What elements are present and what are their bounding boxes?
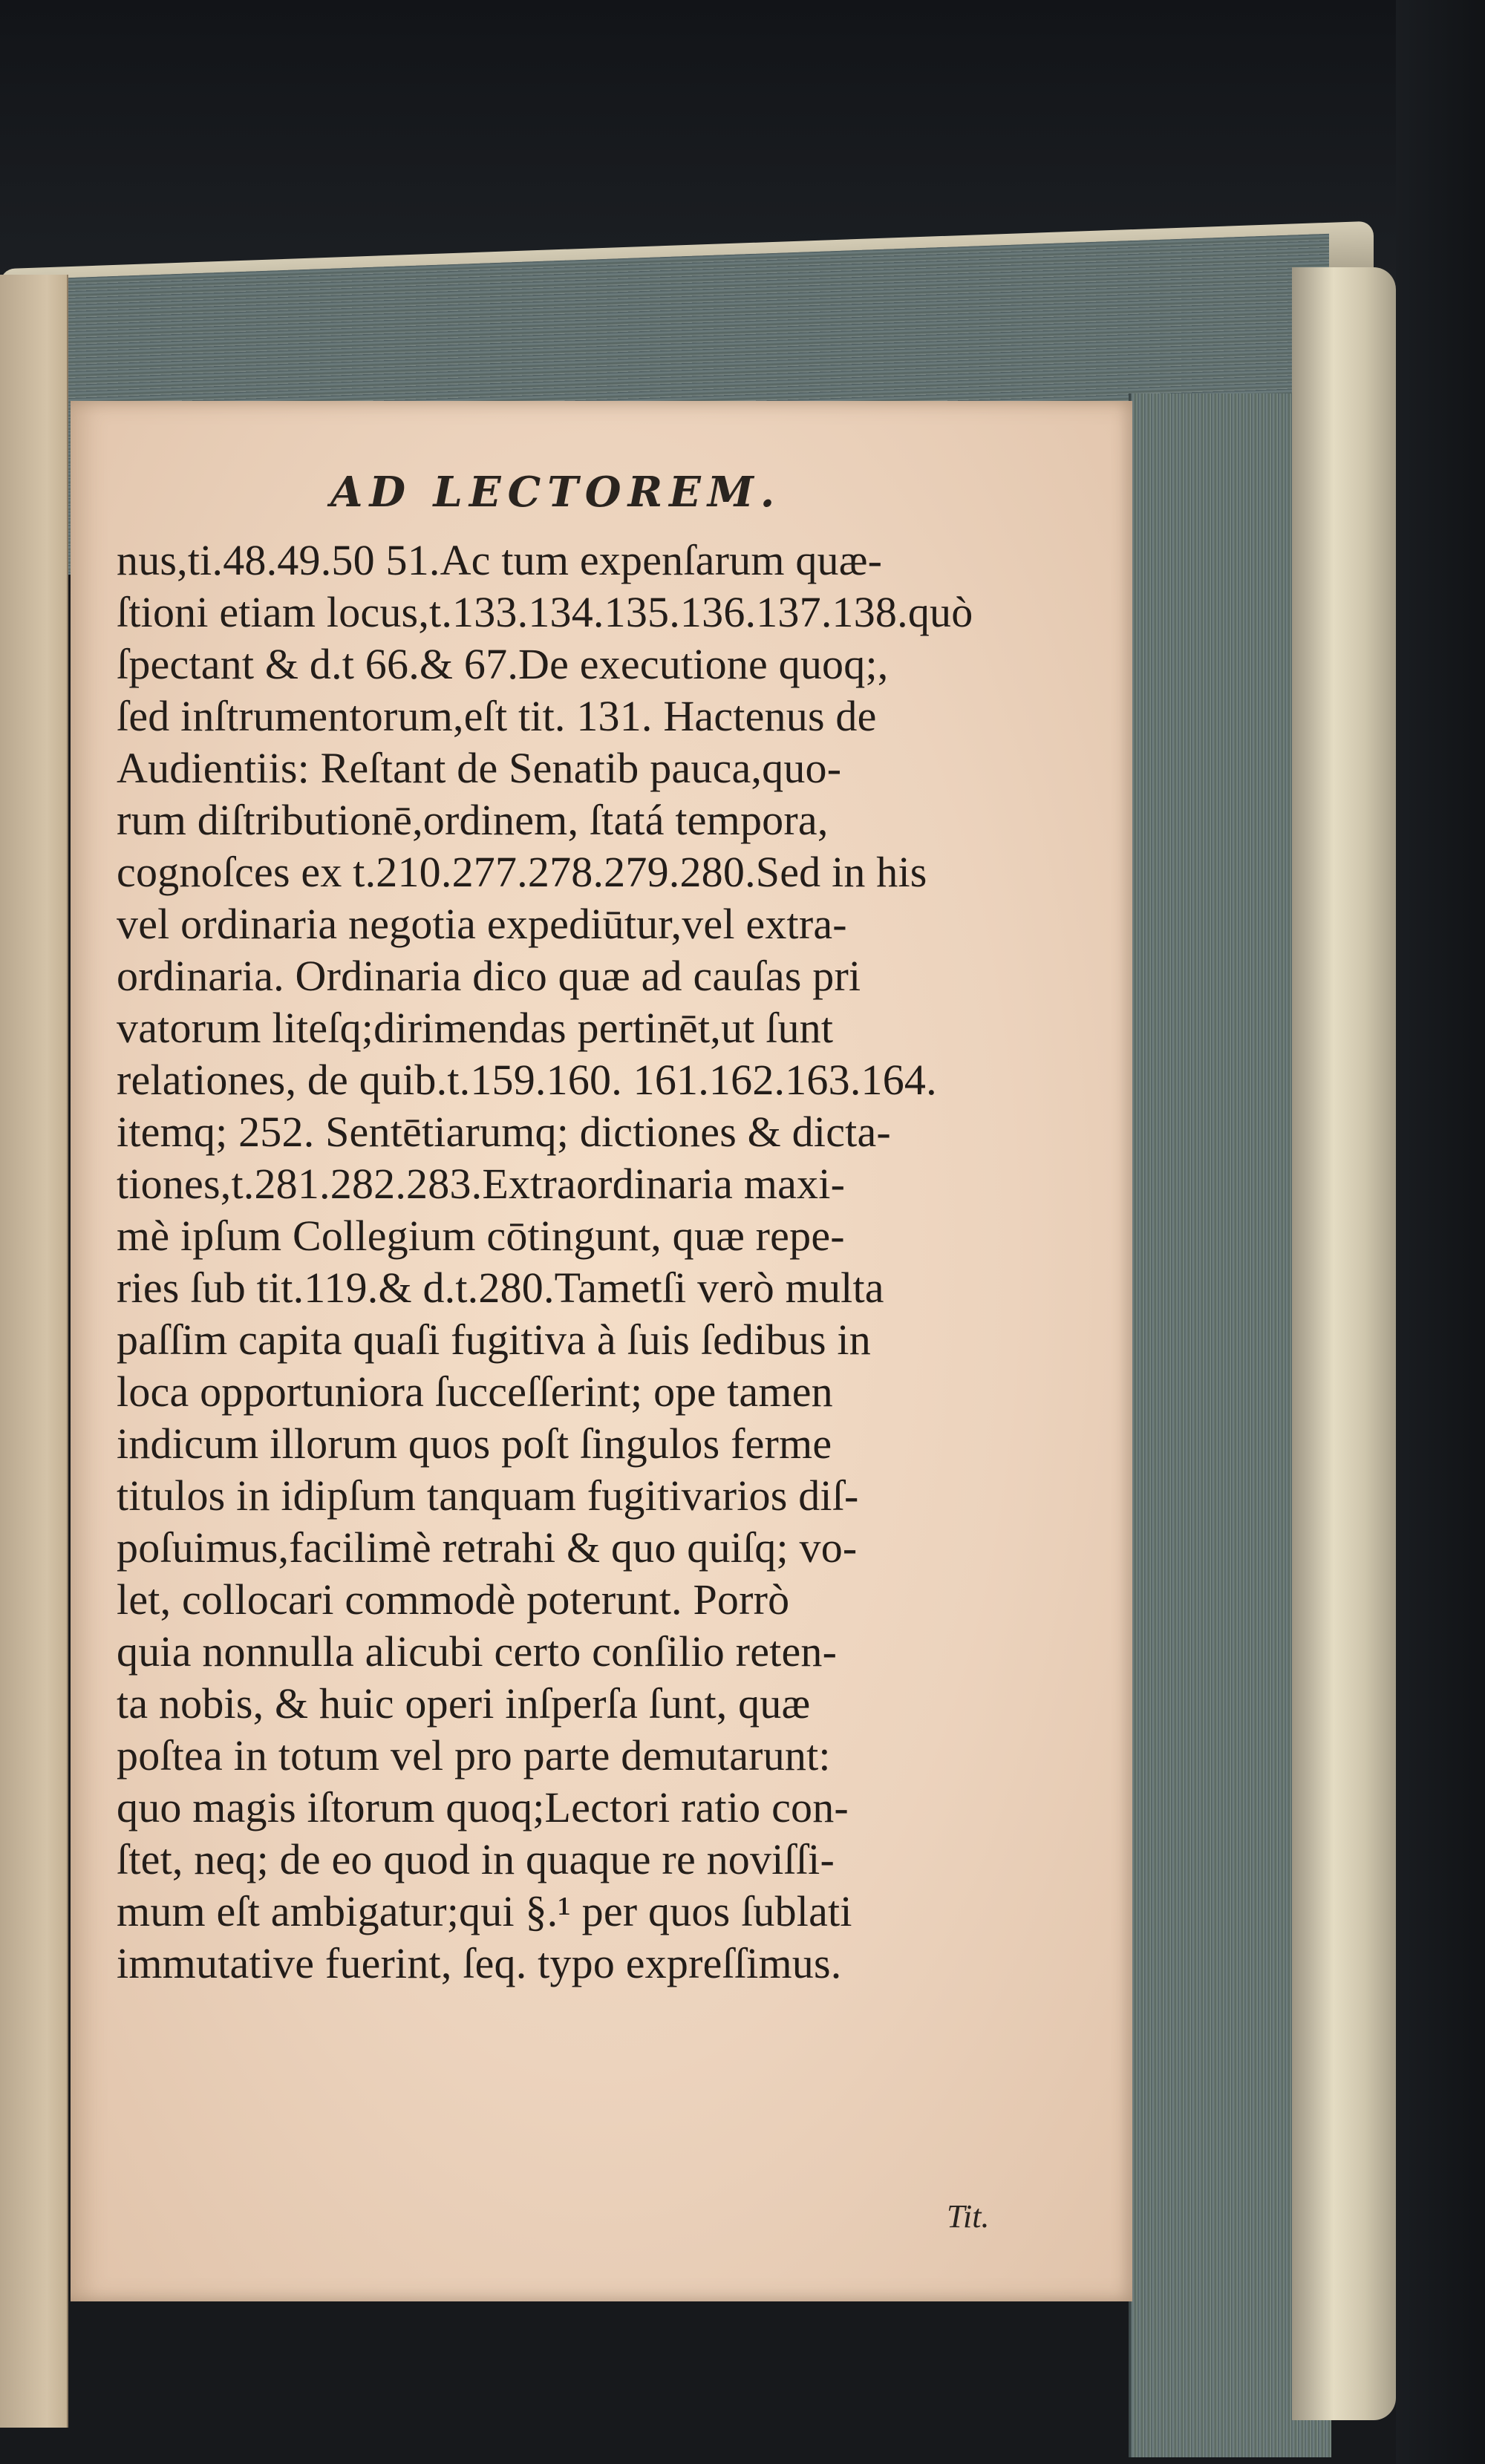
text-block	[117, 535, 1097, 1990]
catchword: Tit.	[947, 2198, 990, 2235]
text-line: cognoſces ex t.210.277.278.279.280.Sed in his	[117, 848, 927, 896]
text-line: let, collocari commodè poterunt. Porrò	[117, 1575, 790, 1624]
text-line: tiones,t.281.282.283.Extraordinaria maxi-	[117, 1160, 846, 1208]
text-line: ordinaria. Ordinaria dico quæ ad cauſas pri	[117, 952, 861, 1000]
text-line: loca opportuniora ſucceſſerint; ope tamen	[117, 1367, 833, 1416]
dark-background-right	[1396, 0, 1485, 2464]
text-line: nus,ti.48.49.50 51.Ac tum expenſarum quæ-	[117, 536, 883, 584]
text-line: immutative fuerint, ſeq. typo expreſſimus.	[117, 1939, 842, 1987]
text-line: Audientiis: Reſtant de Senatib pauca,quo-	[117, 744, 842, 792]
printed-page	[71, 401, 1132, 2301]
text-line: indicum illorum quos poſt ſingulos ferme	[117, 1419, 832, 1468]
text-line: titulos in idipſum tanquam fugitivarios diſ-	[117, 1471, 859, 1520]
text-line: ſtet, neq; de eo quod in quaque re noviſſi-	[117, 1835, 835, 1883]
text-line: rum diſtributionē,ordinem, ſtatá tempora,	[117, 796, 829, 844]
text-line: poſuimus,facilimè retrahi & quo quiſq; vo-	[117, 1523, 858, 1572]
text-line: ſed inſtrumentorum,eſt tit. 131. Hactenus de	[117, 692, 877, 740]
vellum-cover-edge	[1292, 267, 1396, 2420]
text-line: quo magis iſtorum quoq;Lectori ratio con-	[117, 1783, 849, 1831]
text-line: ta nobis, & huic operi inſperſa ſunt, quæ	[117, 1679, 811, 1728]
text-line: ſtioni etiam locus,t.133.134.135.136.137.138.quò	[117, 588, 973, 636]
text-line: mè ipſum Collegium cōtingunt, quæ repe-	[117, 1212, 845, 1260]
text-line: mum eſt ambigatur;qui §.¹ per quos ſublati	[117, 1887, 852, 1935]
text-line: quia nonnulla alicubi certo conſilio reten-	[117, 1627, 838, 1676]
text-line: ries ſub tit.119.& d.t.280.Tametſi verò multa	[117, 1264, 884, 1312]
text-line: relationes, de quib.t.159.160. 161.162.163.164.	[117, 1056, 937, 1104]
text-line: ſpectant & d.t 66.& 67.De executione quoq;,	[117, 640, 889, 688]
text-line: vatorum liteſq;dirimendas pertinēt,ut ſunt	[117, 1004, 834, 1052]
text-line: poſtea in totum vel pro parte demutarunt:	[117, 1731, 831, 1780]
text-line: paſſim capita quaſi fugitiva à ſuis ſedibus in	[117, 1316, 871, 1364]
text-line: vel ordinaria negotia expediūtur,vel extra-	[117, 900, 847, 948]
left-page-edge	[0, 275, 68, 2428]
text-line: itemq; 252. Sentētiarumq; dictiones & dicta-	[117, 1108, 891, 1156]
running-head: AD LECTOREM.	[330, 468, 782, 517]
